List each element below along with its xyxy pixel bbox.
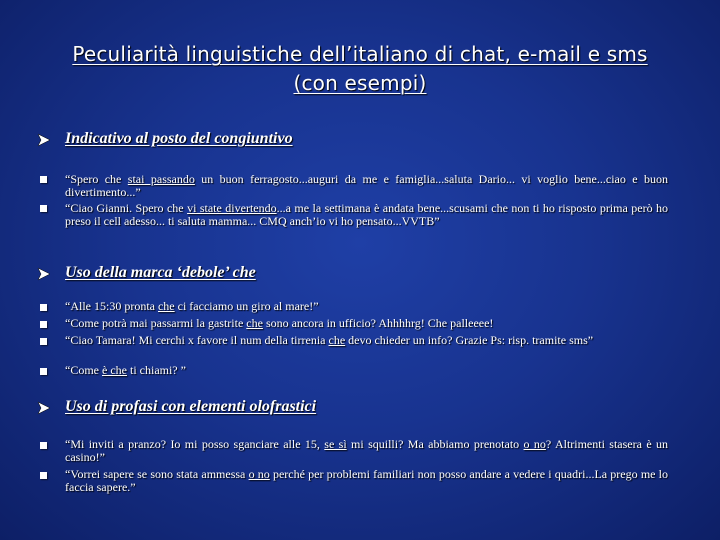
example-item: “Ciao Gianni. Spero che vi state divertendo...a me la settimana è andata bene...scusami che non ti ho risposto prima però ho preso il cell adesso... ti saluta mamma... CMQ anch’io vi ho pensato...VVTB”	[65, 201, 669, 228]
square-bullet-icon	[40, 176, 47, 183]
section-heading-3: Uso di profasi con elementi olofrastici	[65, 398, 317, 415]
example-item: “Ciao Tamara! Mi cerchi x favore il num della tirrenia che devo chieder un info? Grazie Ps: risp. tramite sms”	[65, 333, 594, 347]
square-bullet-icon	[40, 321, 47, 328]
arrow-bullet-icon	[37, 133, 51, 147]
square-bullet-icon	[40, 442, 47, 449]
square-bullet-icon	[40, 338, 47, 345]
square-bullet-icon	[40, 205, 47, 212]
example-item: “Vorrei sapere se sono stata ammessa o no perché per problemi familiari non posso andare a vedere i quadri...La prego me lo faccia sapere.”	[65, 467, 669, 494]
title-line-2: (con esempi)	[293, 71, 427, 95]
square-bullet-icon	[40, 304, 47, 311]
title-line-1: Peculiarità linguistiche dell’italiano di chat, e-mail e sms	[72, 42, 648, 66]
section-heading-2: Uso della marca ‘debole’ che	[65, 264, 256, 281]
example-item: “Come è che ti chiami? ”	[65, 363, 186, 377]
section-heading-1: Indicativo al posto del congiuntivo	[65, 130, 293, 147]
example-item: “Come potrà mai passarmi la gastrite che sono ancora in ufficio? Ahhhhrg! Che palleeee!	[65, 316, 494, 330]
slide-title	[40, 40, 680, 98]
example-item: “Alle 15:30 pronta che ci facciamo un giro al mare!”	[65, 299, 319, 313]
example-item: “Mi inviti a pranzo? Io mi posso sganciare alle 15, se sì mi squilli? Ma abbiamo prenotato o no? Altrimenti stasera è un casino!”	[65, 437, 669, 464]
square-bullet-icon	[40, 368, 47, 375]
arrow-bullet-icon	[37, 267, 51, 281]
example-item: “Spero che stai passando un buon ferragosto...auguri da me e famiglia...saluta Dario... vi voglio bene...ciao e buon divertimento...”	[65, 172, 668, 199]
square-bullet-icon	[40, 472, 47, 479]
arrow-bullet-icon	[37, 401, 51, 415]
